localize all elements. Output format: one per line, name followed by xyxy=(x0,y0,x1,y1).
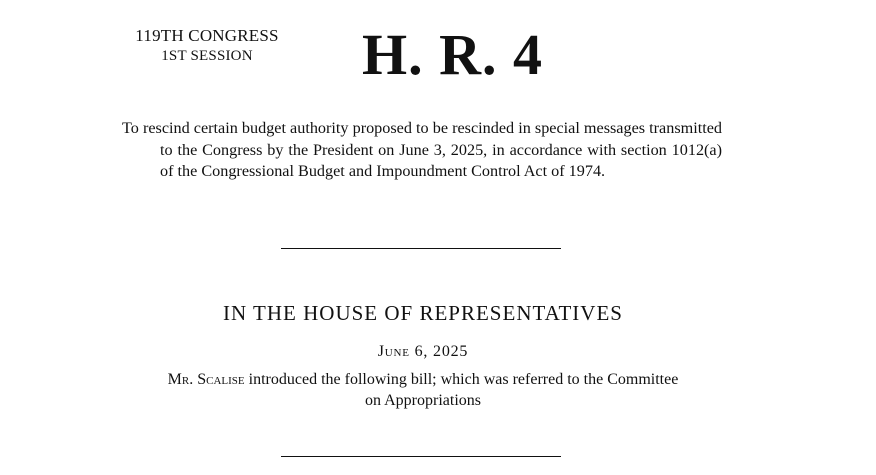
congress-label: 119TH CONGRESS xyxy=(135,26,279,45)
chamber-heading: IN THE HOUSE OF REPRESENTATIVES xyxy=(223,301,623,325)
congress-session-header xyxy=(120,26,294,66)
action-description: introduced the following bill; which was referred to the Committee on Appropriations xyxy=(244,371,679,409)
action-date: June 6, 2025 xyxy=(377,343,469,360)
divider-bottom xyxy=(281,456,561,457)
session-label: 1ST SESSION xyxy=(161,48,253,64)
bill-number: H. R. 4 xyxy=(362,22,543,87)
divider-top xyxy=(281,248,561,249)
bill-purpose: To rescind certain budget authority proposed to be rescinded in special messages transmitted to the Congress by the President on June 3, 2025, in accordance with section 1012(a) of the Congressional Budget and Impoundment Control Act of 1974. xyxy=(122,119,722,180)
action-statement xyxy=(163,369,683,411)
sponsor-name: Mr. Scalise xyxy=(167,371,245,388)
